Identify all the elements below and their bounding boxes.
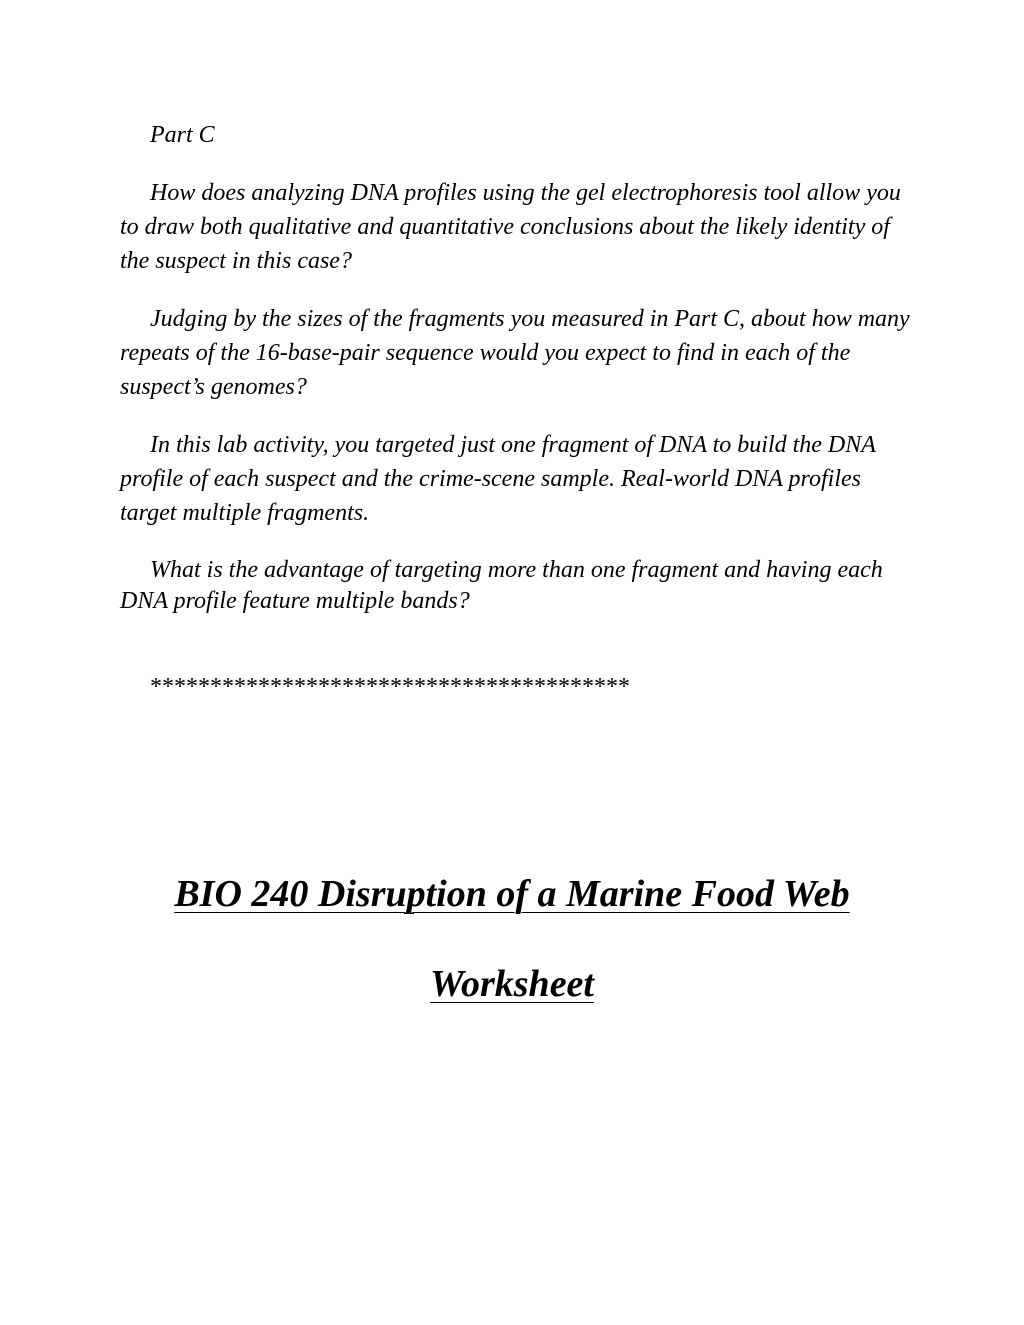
part-c-heading: Part C (150, 122, 215, 148)
paragraph-dna-fragment-context: In this lab activity, you targeted just one fragment of DNA to build the DNA profile of each suspect and the crime-scene sample. Real-world DNA profiles target multiple fragments. (120, 432, 876, 526)
worksheet-title (0, 872, 1024, 916)
question-multiple-fragments: What is the advantage of targeting more than one fragment and having each DNA profile feature multiple bands? (120, 557, 883, 614)
worksheet-title-text: BIO 240 Disruption of a Marine Food Web (174, 873, 850, 915)
question-gel-electrophoresis: How does analyzing DNA profiles using the gel electrophoresis tool allow you to draw both qualitative and quantitative conclusions about the likely identity of the suspect in this case? (120, 180, 901, 274)
asterisk-separator: **************************************** (150, 674, 630, 700)
question-repeat-count: Judging by the sizes of the fragments you measured in Part C, about how many repeats of the 16-base-pair sequence would you expect to find in each of the suspect’s genomes? (120, 306, 910, 400)
worksheet-subtitle-text: Worksheet (430, 963, 594, 1005)
worksheet-subtitle (0, 962, 1024, 1006)
